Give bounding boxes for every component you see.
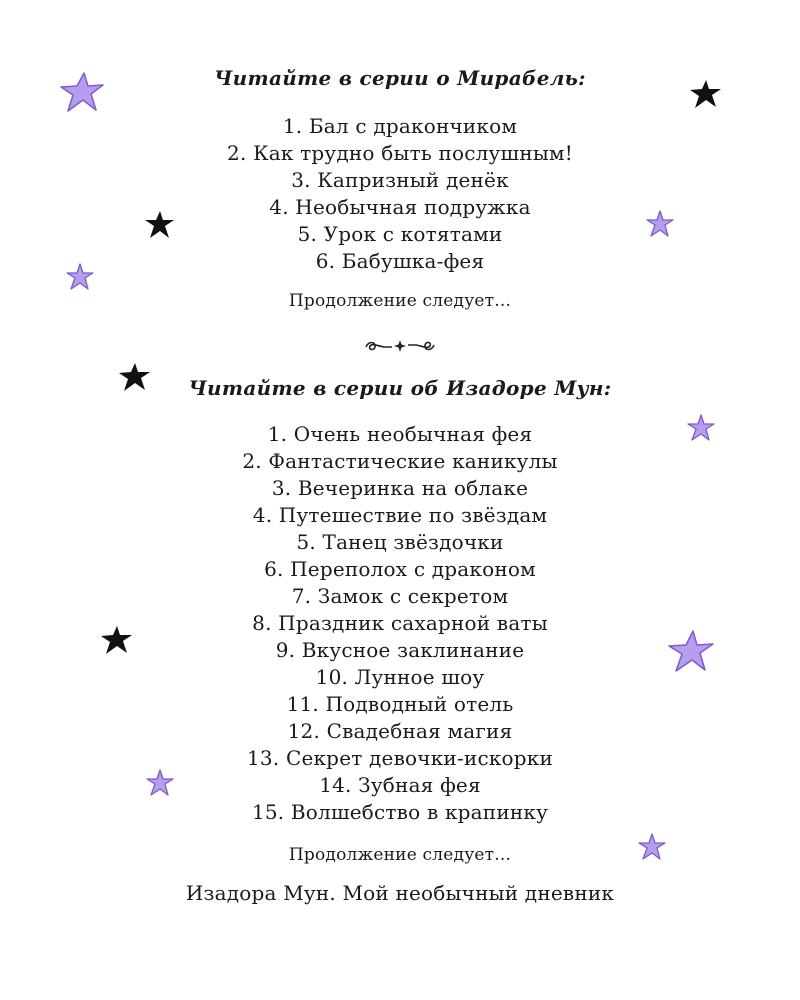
star-icon (685, 413, 717, 443)
isadora-book-10: 10. Лунное шоу (315, 665, 485, 689)
isadora-book-3: 3. Вечеринка на облаке (271, 476, 529, 500)
isadora-book-6: 6. Переполох с драконом (264, 557, 536, 581)
star-icon (58, 70, 106, 114)
isadora-book-7: 7. Замок с секретом (291, 584, 509, 608)
isadora-book-12: 12. Свадебная магия (287, 719, 513, 743)
mirabelle-book-1: 1. Бал с дракончиком (282, 114, 518, 138)
isadora-book-1: 1. Очень необычная фея (267, 422, 533, 446)
isadora-book-5: 5. Танец звёздочки (296, 530, 504, 554)
mirabelle-book-3: 3. Капризный денёк (291, 168, 509, 192)
star-icon (64, 262, 96, 292)
isadora-book-13: 13. Секрет девочки-искорки (246, 746, 554, 770)
isadora-book-2: 2. Фантастические каникулы (242, 449, 558, 473)
star-icon (636, 832, 668, 862)
isadora-diary-title: Изадора Мун. Мой необычный дневник (185, 881, 615, 905)
mirabelle-continued: Продолжение следует... (288, 291, 512, 311)
mirabelle-book-5: 5. Урок с котятами (297, 222, 503, 246)
star-icon (144, 768, 176, 798)
star-icon (99, 624, 135, 656)
star-icon (688, 78, 724, 110)
isadora-continued: Продолжение следует... (288, 845, 512, 865)
mirabelle-book-6: 6. Бабушка-фея (315, 249, 485, 273)
isadora-book-4: 4. Путешествие по звёздам (252, 503, 548, 527)
isadora-book-9: 9. Вкусное заклинание (275, 638, 525, 662)
flourish-divider (362, 337, 438, 355)
isadora-heading: Читайте в серии об Изадоре Мун: (188, 376, 612, 400)
isadora-book-11: 11. Подводный отель (286, 692, 514, 716)
isadora-book-15: 15. Волшебство в крапинку (251, 800, 549, 824)
isadora-book-8: 8. Праздник сахарной ваты (252, 611, 548, 635)
star-icon (644, 209, 676, 239)
mirabelle-book-4: 4. Необычная подружка (269, 195, 531, 219)
mirabelle-book-2: 2. Как трудно быть послушным! (227, 141, 573, 165)
star-icon (143, 209, 177, 241)
mirabelle-heading: Читайте в серии о Мирабель: (214, 66, 586, 90)
star-icon (117, 361, 153, 393)
star-icon (666, 628, 716, 674)
isadora-book-14: 14. Зубная фея (319, 773, 481, 797)
